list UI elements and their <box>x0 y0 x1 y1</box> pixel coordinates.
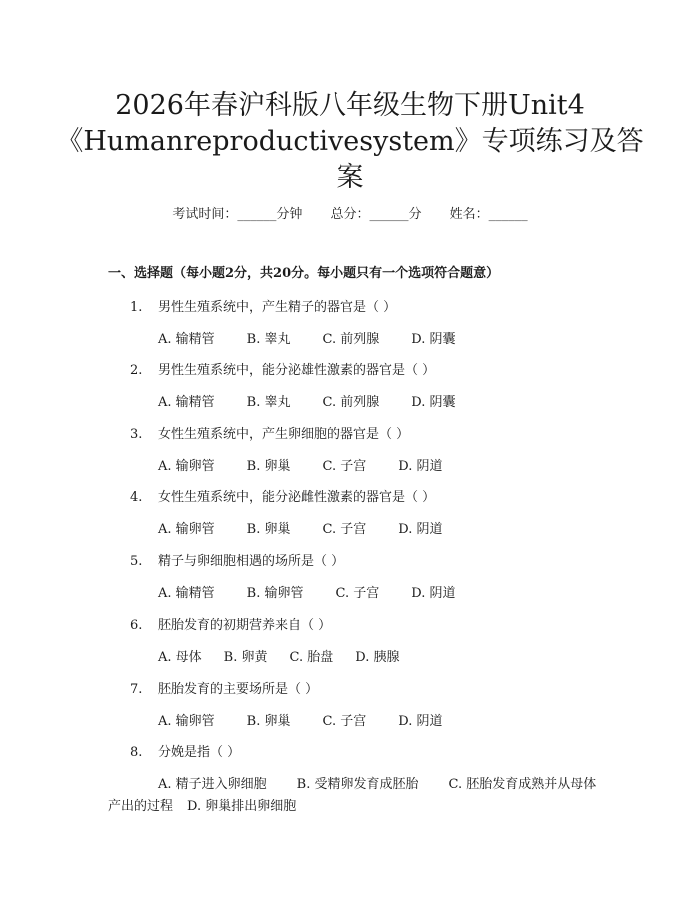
option-b: B. 输卵管 <box>246 586 304 601</box>
option-a: A. 输精管 <box>158 332 215 347</box>
question-number: 4. <box>130 490 143 505</box>
question-6-options <box>158 648 431 668</box>
section-heading: 一、选择题（每小题2分，共20分。每小题只有一个选项符合题意） <box>108 266 500 281</box>
doc-title-line-2: 《Humanreproductivesystem》专项练习及答 <box>56 126 644 157</box>
option-d: D. 胰腺 <box>355 650 400 665</box>
doc-title-line-1: 2026年春沪科版八年级生物下册Unit4 <box>115 90 585 121</box>
question-7-options <box>158 712 474 732</box>
option-c: C. 胚胎发育成熟并从母体产出的过程 <box>108 777 597 814</box>
question-1-options <box>158 330 487 350</box>
question-number: 8. <box>130 745 143 760</box>
question-3-options <box>158 457 474 477</box>
question-4 <box>130 488 435 508</box>
option-c: C. 子宫 <box>335 586 380 601</box>
question-4-options <box>158 520 474 540</box>
option-a: A. 输精管 <box>158 395 215 410</box>
question-text: 分娩是指（ ） <box>158 745 241 760</box>
option-b: B. 卵巢 <box>246 459 291 474</box>
question-text: 胚胎发育的初期营养来自（ ） <box>158 618 332 633</box>
exam-time: 考试时间：______分钟 <box>172 207 303 222</box>
option-a: A. 母体 <box>158 650 202 665</box>
option-c: C. 子宫 <box>322 459 367 474</box>
option-a: A. 输卵管 <box>158 522 215 537</box>
option-c: C. 子宫 <box>322 522 367 537</box>
question-7 <box>130 680 318 700</box>
question-number: 5. <box>130 554 143 569</box>
option-a: A. 输卵管 <box>158 714 215 729</box>
question-5-options <box>158 584 487 604</box>
option-d: D. 阴道 <box>398 714 443 729</box>
option-a: A. 输卵管 <box>158 459 215 474</box>
option-c: C. 前列腺 <box>322 332 380 347</box>
question-5 <box>130 552 344 572</box>
exam-meta <box>0 205 700 225</box>
option-c: C. 前列腺 <box>322 395 380 410</box>
option-b: B. 睾丸 <box>246 332 291 347</box>
question-number: 2. <box>130 363 143 378</box>
option-a: A. 精子进入卵细胞 <box>158 777 267 792</box>
question-text: 男性生殖系统中，产生精子的器官是（ ） <box>158 300 397 315</box>
option-c: C. 胎盘 <box>289 650 334 665</box>
question-number: 3. <box>130 427 143 442</box>
question-text: 女性生殖系统中，能分泌雌性激素的器官是（ ） <box>158 490 436 505</box>
question-text: 精子与卵细胞相遇的场所是（ ） <box>158 554 345 569</box>
question-text: 女性生殖系统中，产生卵细胞的器官是（ ） <box>158 427 410 442</box>
option-a: A. 输精管 <box>158 586 215 601</box>
question-8-options <box>108 774 598 818</box>
option-b: B. 卵巢 <box>246 522 291 537</box>
question-3 <box>130 425 409 445</box>
question-number: 7. <box>130 682 143 697</box>
question-number: 1. <box>130 300 143 315</box>
exam-score: 总分：______分 <box>330 207 422 222</box>
question-8 <box>130 743 240 763</box>
option-d: D. 阴囊 <box>411 332 456 347</box>
doc-title-line-3: 案 <box>336 162 364 193</box>
question-6 <box>130 616 331 636</box>
question-1 <box>130 298 396 318</box>
option-b: B. 卵黄 <box>223 650 268 665</box>
option-c: C. 子宫 <box>322 714 367 729</box>
student-name: 姓名：______ <box>449 207 528 222</box>
question-2 <box>130 361 435 381</box>
option-b: B. 受精卵发育成胚胎 <box>296 777 419 792</box>
question-2-options <box>158 393 487 413</box>
option-d: D. 阴囊 <box>411 395 456 410</box>
question-number: 6. <box>130 618 143 633</box>
option-b: B. 睾丸 <box>246 395 291 410</box>
option-d: D. 阴道 <box>411 586 456 601</box>
option-d: D. 卵巢排出卵细胞 <box>187 799 297 814</box>
option-d: D. 阴道 <box>398 459 443 474</box>
option-d: D. 阴道 <box>398 522 443 537</box>
option-b: B. 卵巢 <box>246 714 291 729</box>
question-text: 胚胎发育的主要场所是（ ） <box>158 682 319 697</box>
question-text: 男性生殖系统中，能分泌雄性激素的器官是（ ） <box>158 363 436 378</box>
